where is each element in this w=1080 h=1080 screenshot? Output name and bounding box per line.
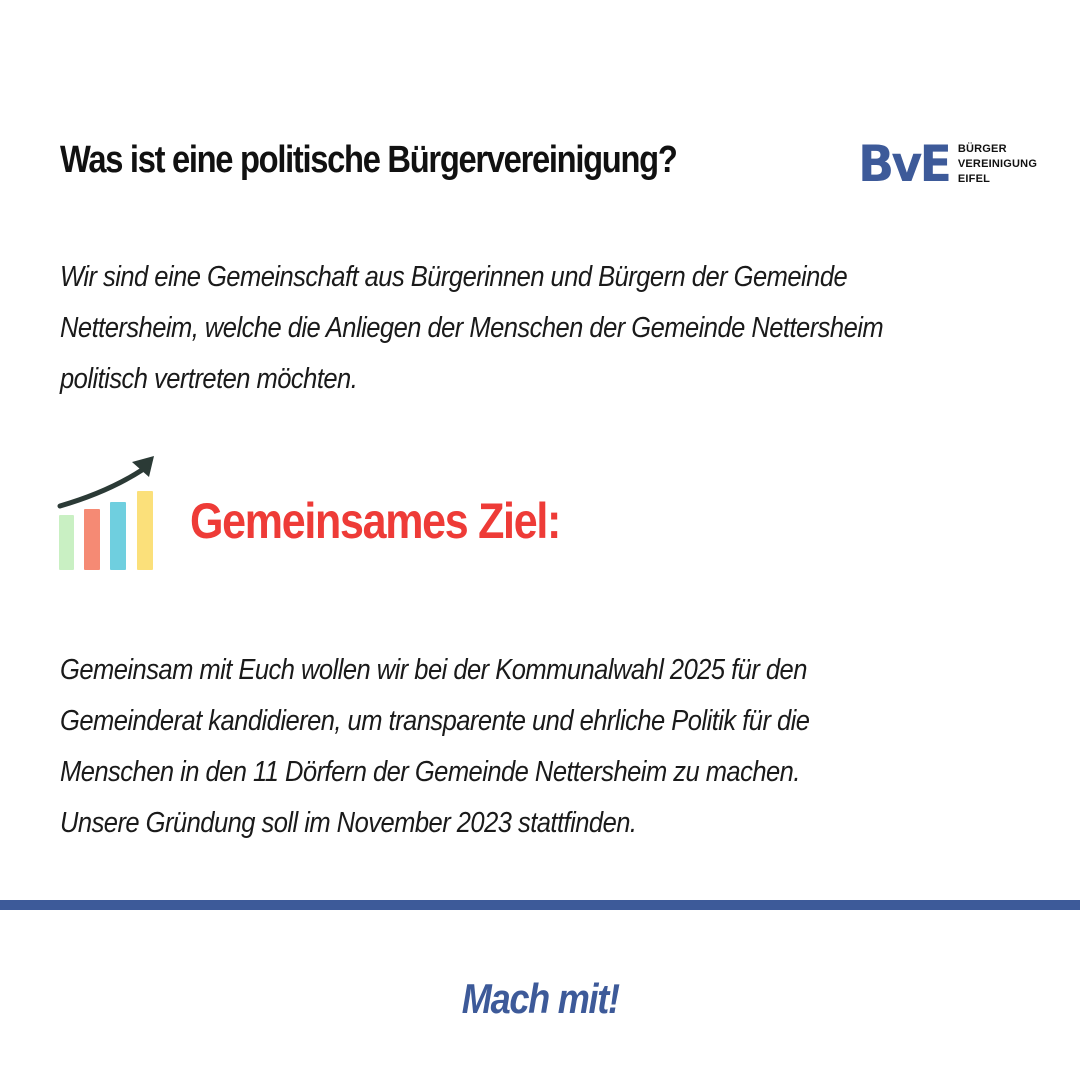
- goal-line-1: Gemeinsam mit Euch wollen wir bei der Kommunalwahl 2025 für den: [60, 654, 807, 686]
- goal-heading: Gemeinsames Ziel:: [190, 493, 561, 549]
- call-to-action-text: Mach mit!: [461, 975, 619, 1022]
- bve-logo: [858, 135, 1038, 193]
- footer-divider: [0, 900, 1080, 910]
- goal-line-4: Unsere Gründung soll im November 2023 stattfinden.: [60, 807, 637, 839]
- logo-line-2: VEREINIGUNG: [957, 157, 1038, 170]
- call-to-action: [0, 975, 1080, 1023]
- growth-chart-icon: [56, 452, 160, 576]
- intro-paragraph: Wir sind eine Gemeinschaft aus Bürgerinnen und Bürgern der Gemeinde Nettersheim, welche die Anliegen der Menschen der Gemeinde Nettersheim politisch vertreten möchten.: [60, 261, 884, 395]
- logo-mark: BvE: [858, 135, 950, 193]
- goal-line-3: Menschen in den 11 Dörfern der Gemeinde Nettersheim zu machen.: [60, 756, 800, 788]
- logo-text: [958, 142, 1037, 187]
- logo-line-1: BÜRGER: [957, 142, 1007, 155]
- logo-line-3: EIFEL: [957, 172, 991, 185]
- page-title: Was ist eine politische Bürgervereinigung?: [60, 139, 677, 181]
- goal-line-2: Gemeinderat kandidieren, um transparente und ehrliche Politik für die: [60, 705, 810, 737]
- goal-paragraph: [60, 645, 914, 849]
